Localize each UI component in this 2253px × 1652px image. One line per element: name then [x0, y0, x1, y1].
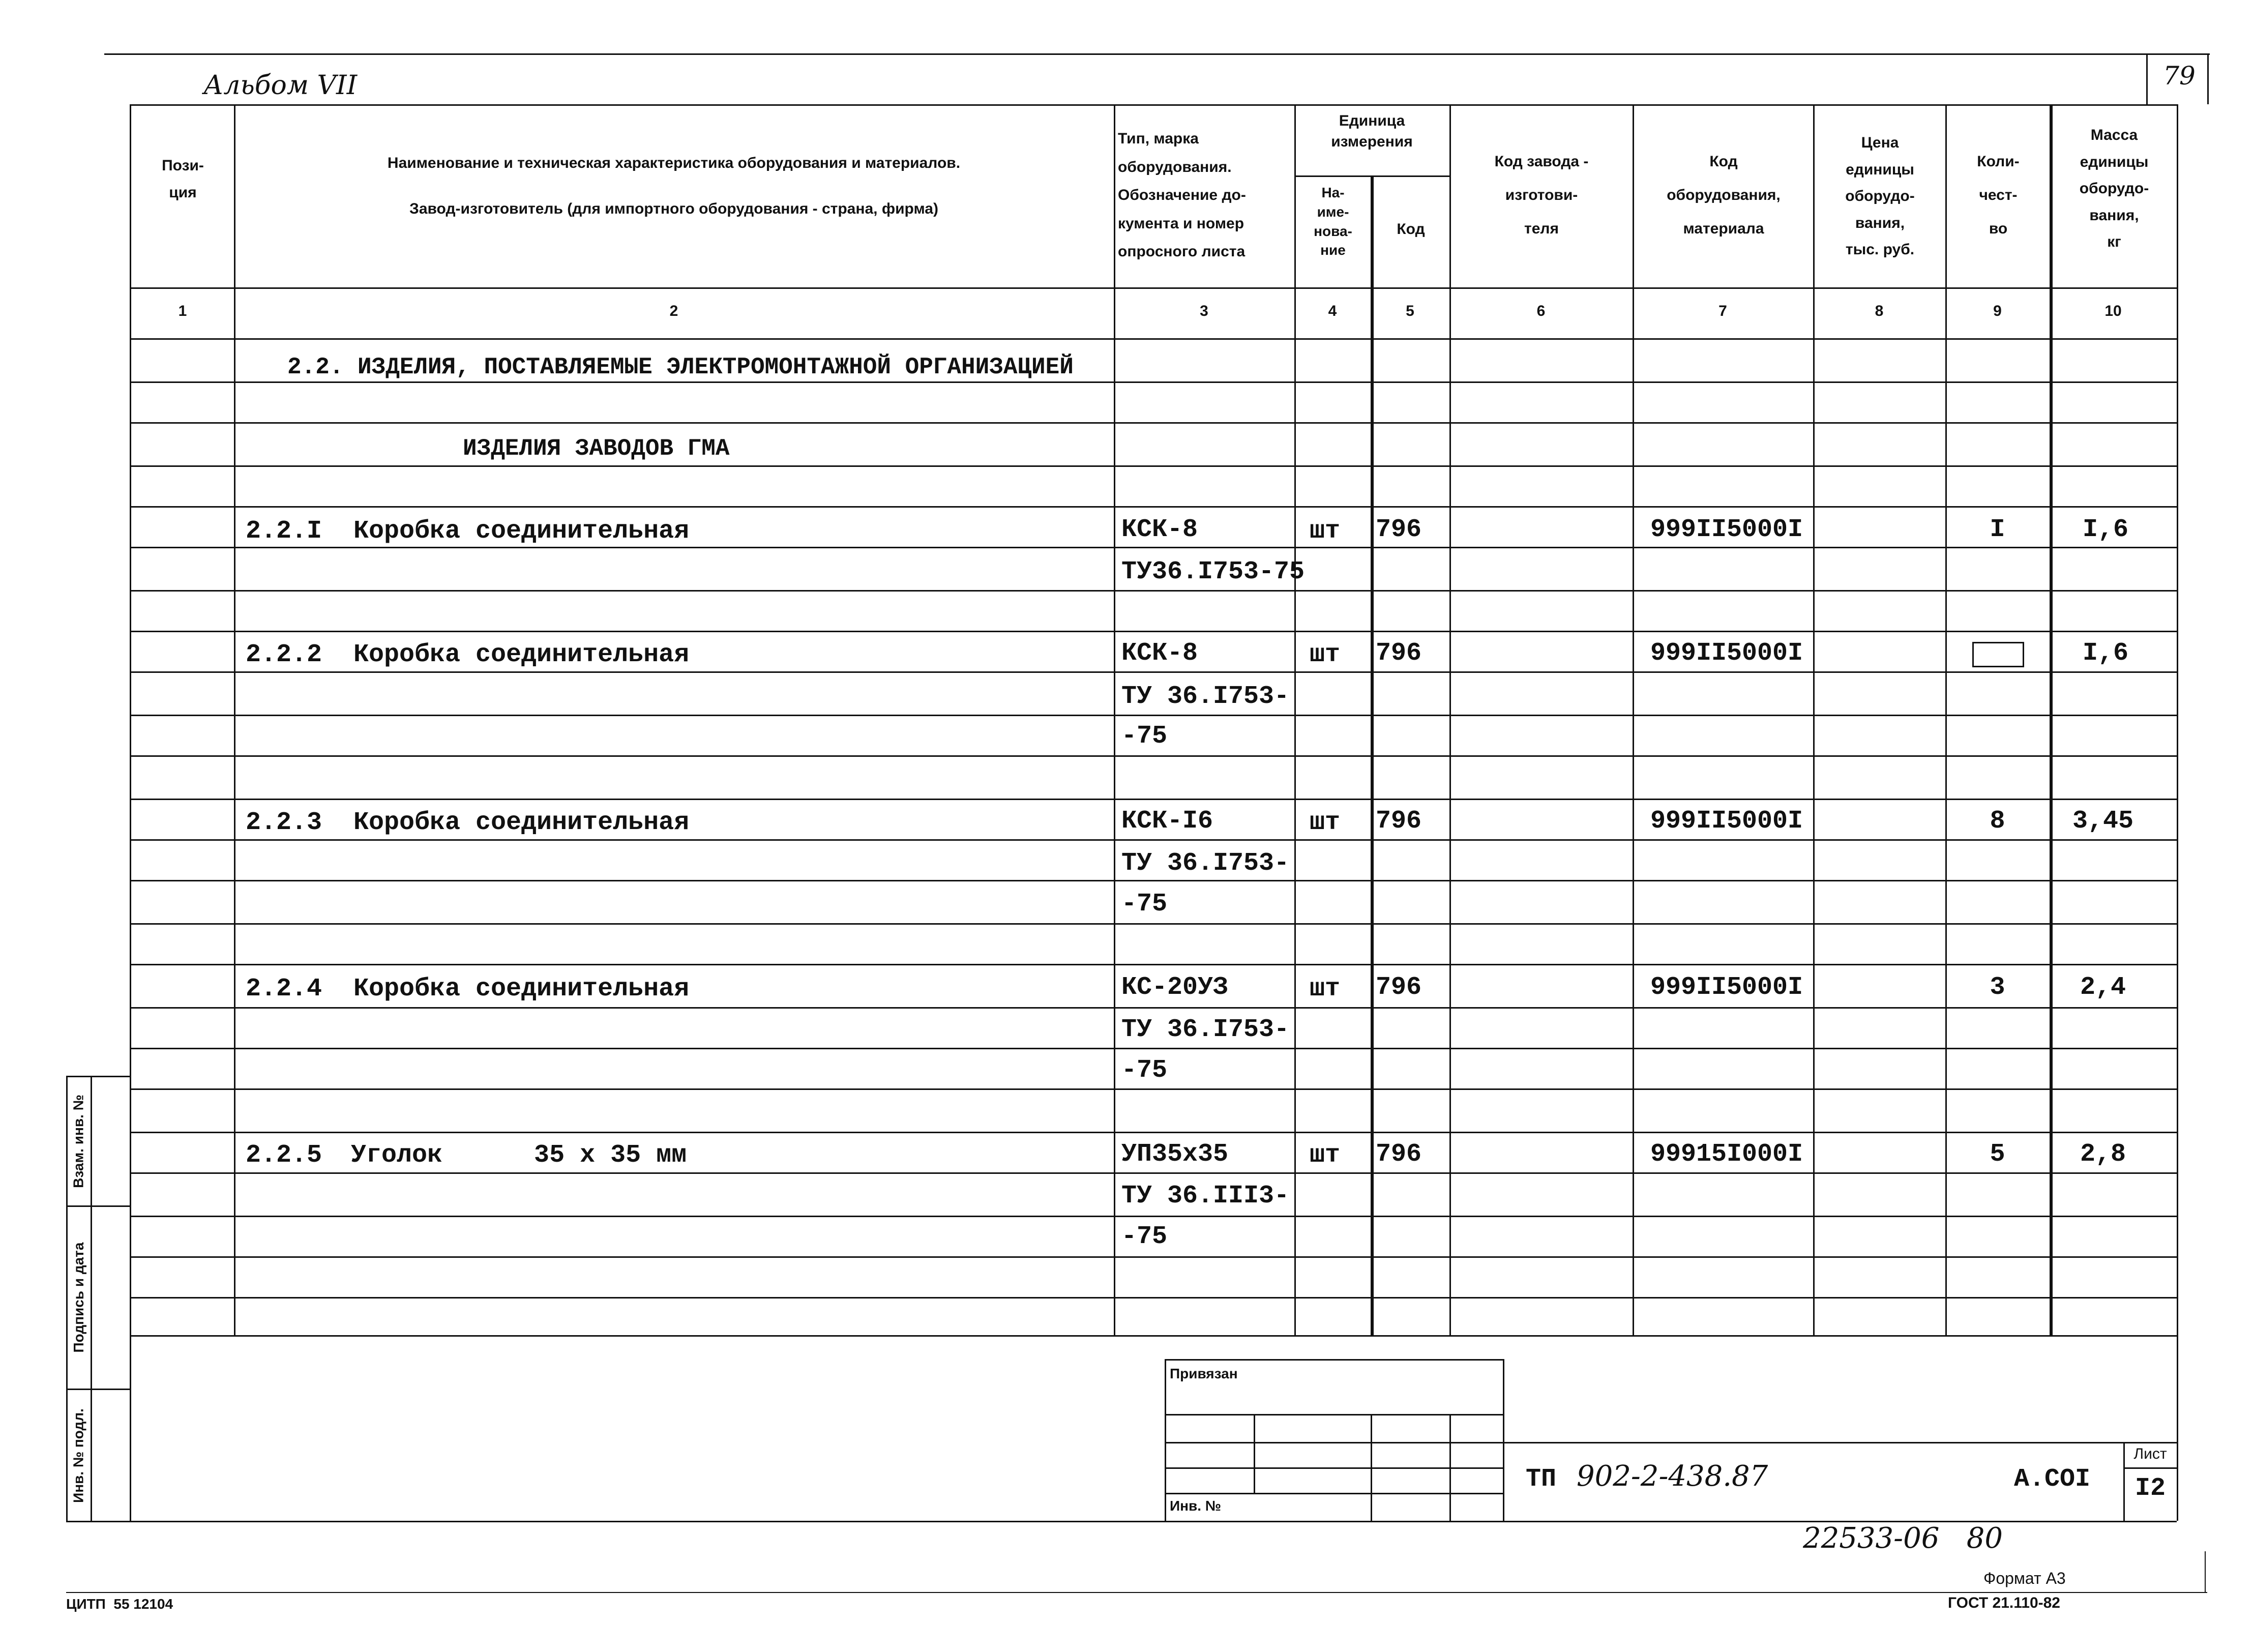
item-3-unit-code: 796	[1376, 807, 1422, 836]
col-num-1: 1	[178, 303, 187, 319]
item-5-position: 2.2.5	[246, 1141, 322, 1170]
item-1-quantity: I	[1990, 515, 2005, 544]
item-4-mass: 2,4	[2080, 973, 2126, 1002]
side-stamp-replacement: Взам. инв. №	[70, 1095, 86, 1188]
side-stamp-inventory: Инв. № подл.	[70, 1408, 86, 1503]
item-2-position: 2.2.2	[246, 640, 322, 669]
stamp-doc-number: 902-2-438.87	[1577, 1460, 1768, 1493]
item-5-type: УП35х35	[1121, 1140, 1229, 1169]
item-5-equipment-code: 99915I000I	[1650, 1140, 1803, 1169]
item-2-unit-code: 796	[1376, 639, 1422, 668]
item-5-doc: ТУ 36.III3-	[1121, 1182, 1290, 1211]
col-num-10: 10	[2104, 303, 2122, 319]
item-2-mass: I,6	[2083, 639, 2129, 668]
stamp-doc-prefix: ТП	[1526, 1465, 1557, 1494]
item-5-quantity: 5	[1990, 1140, 2005, 1169]
printer-label: ЦИТП 55 12104	[66, 1596, 173, 1612]
header-name-line1: Наименование и техническая характеристика оборудования и материалов.	[387, 155, 961, 171]
item-1-unit-code: 796	[1376, 515, 1422, 544]
col-num-3: 3	[1200, 303, 1208, 319]
item-4-doc: ТУ 36.I753-	[1121, 1015, 1290, 1044]
item-3-quantity: 8	[1990, 807, 2005, 836]
header-mass: Масса единицы оборудо- вания, кг	[2079, 127, 2149, 250]
item-4-unit-code: 796	[1376, 973, 1422, 1002]
item-3-unit: шт	[1310, 808, 1341, 837]
subsection-title: ИЗДЕЛИЯ ЗАВОДОВ ГМА	[463, 435, 730, 462]
header-quantity: Коли- чест- во	[1977, 153, 2020, 237]
item-3-equipment-code: 999II5000I	[1650, 807, 1803, 836]
item-5-name: Уголок 35 х 35 мм	[351, 1141, 687, 1170]
item-4-type: КС-20УЗ	[1121, 973, 1229, 1002]
stamp-sheet-number: I2	[2135, 1474, 2166, 1503]
archive-number: 22533-06 80	[1803, 1522, 2003, 1555]
item-5-unit: шт	[1310, 1141, 1341, 1170]
item-4-doc-cont: -75	[1121, 1056, 1168, 1085]
item-2-doc: ТУ 36.I753-	[1121, 682, 1290, 711]
item-5-doc-cont: -75	[1121, 1222, 1168, 1251]
header-price: Цена единицы оборудо- вания, тыс. руб.	[1845, 134, 1915, 258]
col-num-6: 6	[1536, 303, 1546, 319]
item-1-type: КСК-8	[1121, 515, 1198, 544]
item-2-name: Коробка соединительная	[353, 640, 690, 669]
item-4-unit: шт	[1310, 975, 1341, 1004]
item-2-unit: шт	[1310, 640, 1341, 669]
item-3-doc: ТУ 36.I753-	[1121, 849, 1290, 878]
col-num-9: 9	[1993, 303, 2002, 319]
stamp-inventory-label: Инв. №	[1170, 1498, 1222, 1514]
header-equipment-code: Код оборудования, материала	[1667, 153, 1781, 237]
item-4-position: 2.2.4	[246, 975, 322, 1004]
item-1-mass: I,6	[2083, 515, 2129, 544]
item-3-name: Коробка соединительная	[353, 808, 690, 837]
stamp-attached-label: Привязан	[1170, 1366, 1238, 1381]
header-unit-code: Код	[1397, 221, 1425, 238]
item-2-quantity-blank	[1972, 642, 2024, 667]
col-num-2: 2	[669, 303, 678, 319]
page-number: 79	[2163, 61, 2196, 91]
header-unit-group: Единица измерения	[1331, 112, 1413, 150]
item-2-equipment-code: 999II5000I	[1650, 639, 1803, 668]
item-4-quantity: 3	[1990, 973, 2005, 1002]
side-stamp-signature: Подпись и дата	[71, 1242, 86, 1353]
header-name-line2: Завод-изготовитель (для импортного оборудования - страна, фирма)	[409, 200, 938, 217]
item-1-unit: шт	[1310, 517, 1341, 546]
item-2-doc-cont: -75	[1121, 722, 1168, 751]
item-1-doc: ТУ36.I753-75	[1121, 557, 1305, 586]
header-factory-code: Код завода - изготови- теля	[1494, 153, 1589, 237]
section-title: 2.2. ИЗДЕЛИЯ, ПОСТАВЛЯЕМЫЕ ЭЛЕКТРОМОНТАЖНОЙ ОРГАНИЗАЦИЕЙ	[287, 354, 1074, 380]
stamp-sheet-code: А.COI	[2014, 1465, 2091, 1494]
col-num-5: 5	[1406, 303, 1414, 319]
format-label: Формат А3	[1983, 1569, 2066, 1587]
gost-label: ГОСТ 21.110-82	[1948, 1595, 2060, 1611]
item-4-name: Коробка соединительная	[353, 975, 690, 1004]
item-1-position: 2.2.I	[246, 517, 322, 546]
col-num-8: 8	[1875, 303, 1884, 319]
col-num-4: 4	[1328, 303, 1337, 319]
header-position: Пози- ция	[162, 157, 204, 201]
album-label: Альбом VII	[203, 70, 358, 101]
header-unit-name: На- име- нова- ние	[1314, 185, 1352, 258]
item-3-type: КСК-I6	[1121, 807, 1213, 836]
col-num-7: 7	[1718, 303, 1727, 319]
item-5-unit-code: 796	[1376, 1140, 1422, 1169]
item-2-type: КСК-8	[1121, 639, 1198, 668]
item-3-doc-cont: -75	[1121, 890, 1168, 919]
item-1-name: Коробка соединительная	[353, 517, 690, 546]
item-3-mass: 3,45	[2072, 807, 2134, 836]
stamp-sheet-label: Лист	[2133, 1446, 2167, 1462]
item-5-mass: 2,8	[2080, 1140, 2126, 1169]
item-3-position: 2.2.3	[246, 808, 322, 837]
item-4-equipment-code: 999II5000I	[1650, 973, 1803, 1002]
header-type: Тип, марка оборудования. Обозначение до- кумента и номер опросного листа	[1118, 130, 1246, 260]
item-1-equipment-code: 999II5000I	[1650, 515, 1803, 544]
